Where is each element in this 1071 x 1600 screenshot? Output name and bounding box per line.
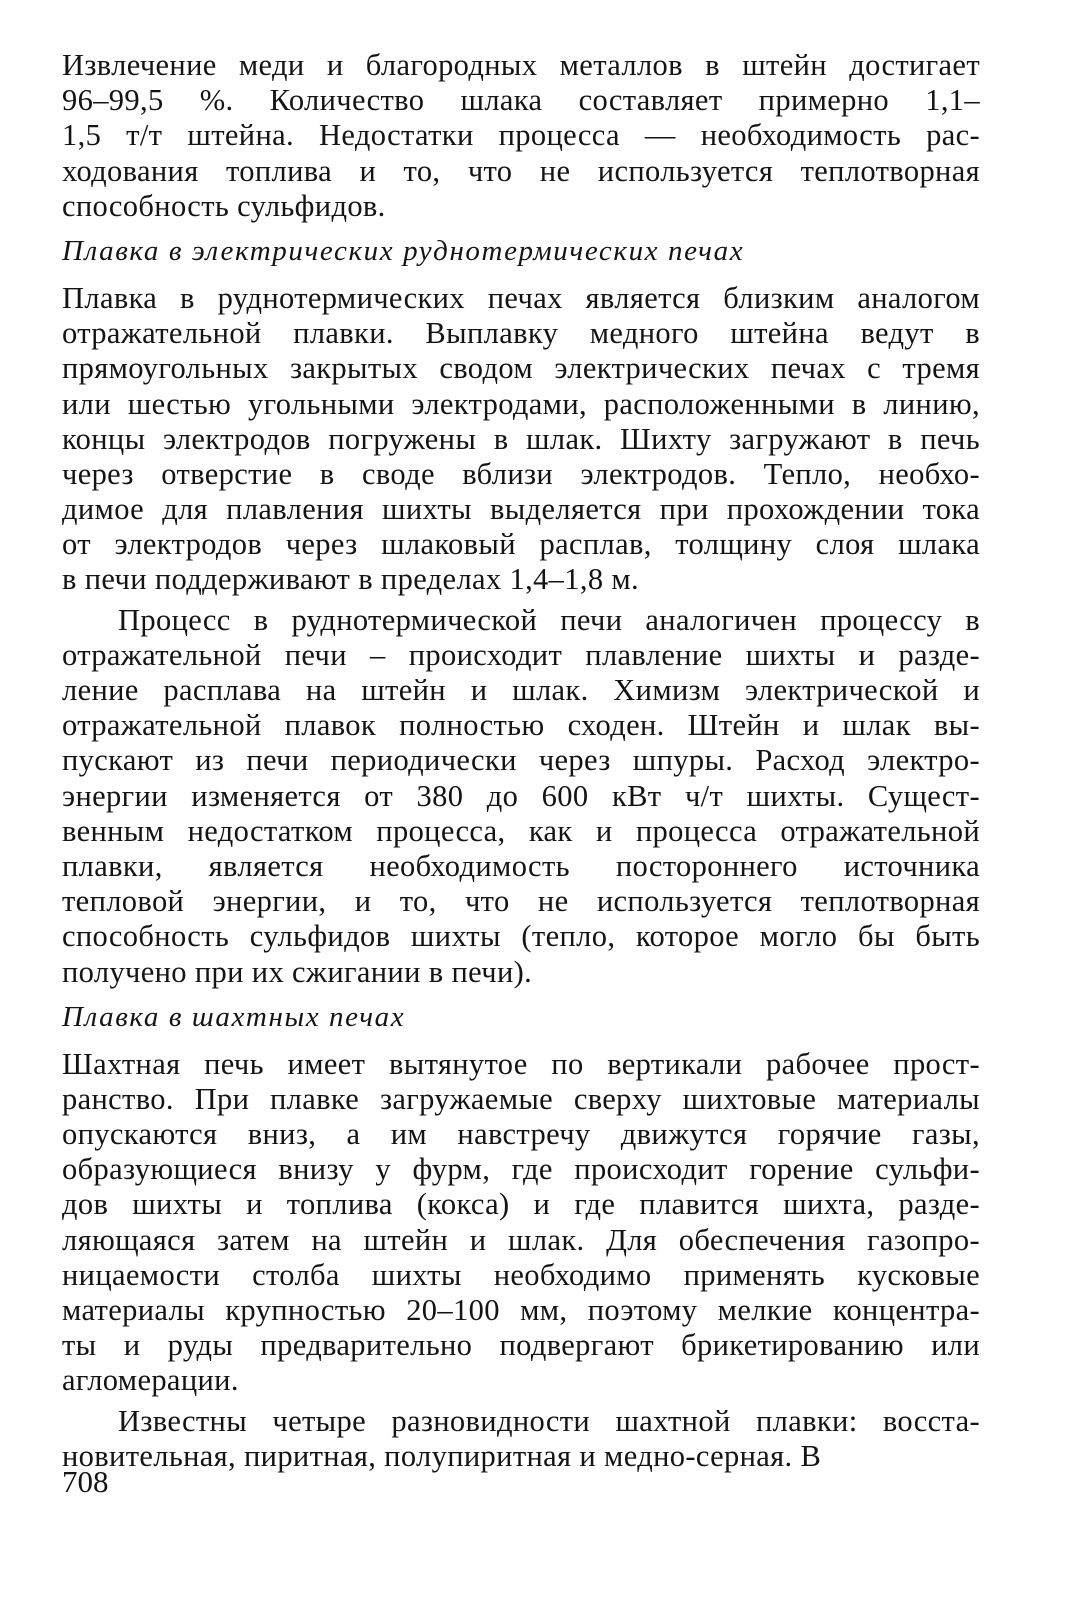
- text-line: отражательной плавки. Выплавку медного штейна ведут в: [62, 316, 980, 351]
- text-line: Процесс в руднотермической печи аналогичен процессу в: [118, 602, 980, 637]
- page-number: 708: [62, 1464, 109, 1499]
- text-line: отражательной плавок полностью сходен. Штейн и шлак вы-: [62, 708, 980, 743]
- text-line: ходования топлива и то, что не используется теплотворная: [62, 153, 980, 188]
- page-text-column: [62, 48, 980, 1474]
- text-line: в печи поддерживают в пределах 1,4–1,8 м.: [62, 562, 640, 597]
- text-line: способность сульфидов шихты (тепло, которое могло бы быть: [62, 919, 980, 954]
- text-line: новительная, пиритная, полупиритная и медно-серная. В: [62, 1438, 822, 1473]
- text-line: концы электродов погружены в шлак. Шихту загружают в печь: [62, 421, 980, 456]
- text-line: ницаемости столба шихты необходимо применять кусковые: [62, 1257, 980, 1292]
- text-line: образующиеся внизу у фурм, где происходит горение сульфи-: [62, 1152, 980, 1187]
- text-line: Известны четыре разновидности шахтной плавки: восста-: [118, 1403, 980, 1438]
- text-line: ты и руды предварительно подвергают брикетированию или: [62, 1328, 980, 1363]
- text-line: Шахтная печь имеет вытянутое по вертикали рабочее прост-: [62, 1046, 980, 1081]
- text-line: Извлечение меди и благородных металлов в штейн достигает: [62, 48, 980, 82]
- text-line: 96–99,5 %. Количество шлака составляет примерно 1,1–: [62, 83, 980, 118]
- section-heading: Плавка в шахтных печах: [62, 1000, 406, 1033]
- text-line: через отверстие в своде вблизи электродов. Тепло, необхо-: [62, 456, 980, 491]
- text-line: прямоугольных закрытых сводом электрических печах с тремя: [62, 351, 980, 386]
- section-heading: Плавка в электрических руднотермических печах: [62, 234, 745, 267]
- text-line: Плавка в руднотермических печах является близким аналогом: [62, 280, 980, 315]
- paragraph: [62, 1404, 980, 1474]
- text-line: дов шихты и топлива (кокса) и где плавится шихта, разде-: [62, 1187, 980, 1222]
- text-line: тепловой энергии, и то, что не используется теплотворная: [62, 884, 980, 919]
- text-line: димое для плавления шихты выделяется при прохождении тока: [62, 492, 980, 527]
- text-line: от электродов через шлаковый расплав, толщину слоя шлака: [62, 527, 980, 562]
- text-line: 1,5 т/т штейна. Недостатки процесса — необходимость рас-: [62, 118, 980, 153]
- text-line: ранство. При плавке загружаемые сверху шихтовые материалы: [62, 1081, 980, 1116]
- text-line: материалы крупностью 20–100 мм, поэтому мелкие концентра-: [62, 1293, 980, 1327]
- paragraph: [62, 48, 980, 224]
- text-line: пускают из печи периодически через шпуры. Расход электро-: [62, 743, 980, 778]
- text-line: получено при их сжигании в печи).: [62, 954, 533, 989]
- paragraph: [62, 603, 980, 990]
- text-line: отражательной печи – происходит плавление шихты и разде-: [62, 637, 980, 672]
- text-line: венным недостатком процесса, как и процесса отражательной: [62, 813, 980, 848]
- text-line: ляющаяся затем на штейн и шлак. Для обеспечения газопро-: [62, 1222, 980, 1257]
- text-line: агломерации.: [62, 1363, 239, 1398]
- text-line: или шестью угольными электродами, расположенными в линию,: [62, 386, 980, 421]
- text-line: ление расплава на штейн и шлак. Химизм электрической и: [62, 673, 980, 707]
- paragraph: [62, 1047, 980, 1399]
- text-line: плавки, является необходимость постороннего источника: [62, 848, 980, 883]
- text-line: энергии изменяется от 380 до 600 кВт ч/т шихты. Сущест-: [62, 778, 980, 813]
- text-line: опускаются вниз, а им навстречу движутся горячие газы,: [62, 1117, 980, 1152]
- text-line: способность сульфидов.: [62, 188, 386, 223]
- paragraph: [62, 281, 980, 598]
